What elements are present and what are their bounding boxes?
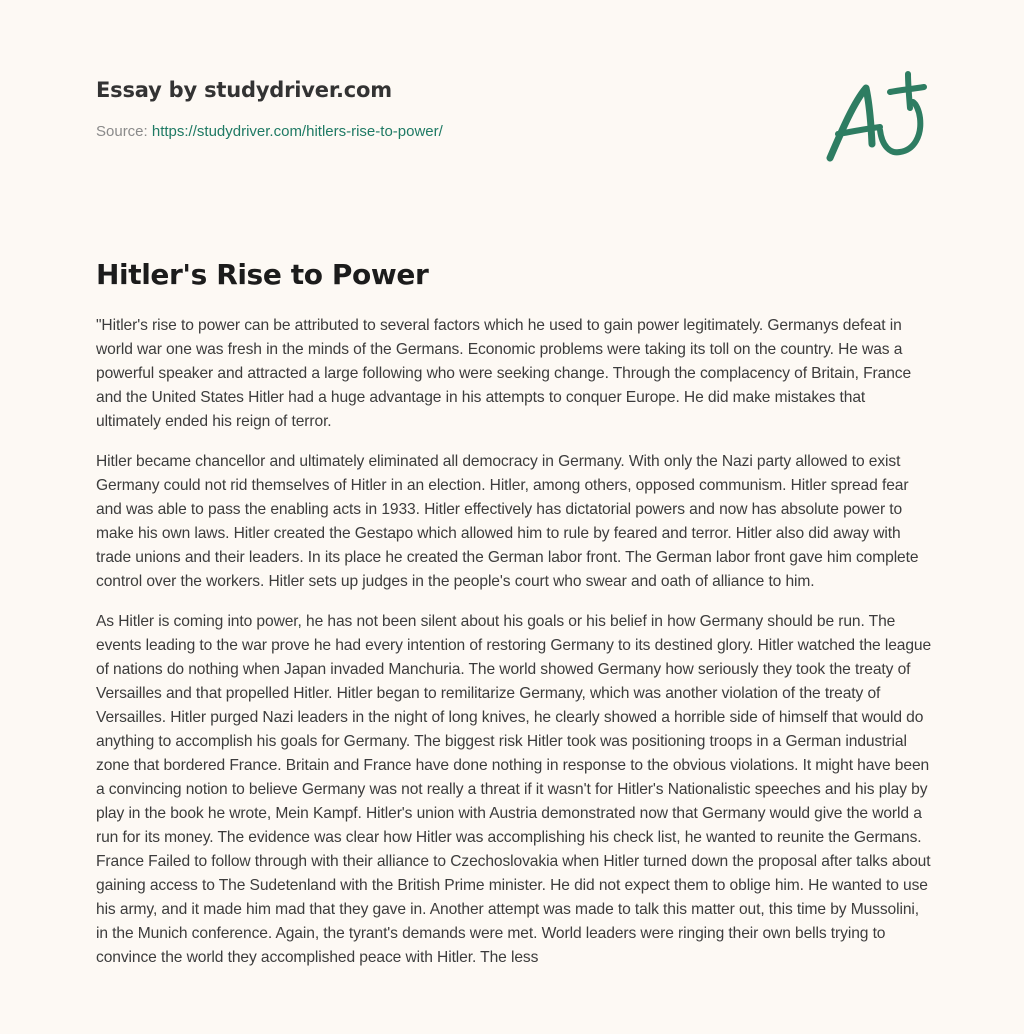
essay-title: Hitler's Rise to Power	[96, 258, 429, 291]
source-line	[96, 122, 936, 142]
essay-paragraph: "Hitler's rise to power can be attributed to several factors which he used to gain power legitimately. Germanys defeat in world war one was fresh in the minds of the Germans. Economic problems were taking its toll on the country. He was a powerful speaker and attracted a large following who were seeking change. Through the complacency of Britain, France and the United States Hitler had a huge advantage in his attempts to conquer Europe. He did make mistakes that ultimately ended his reign of terror.	[96, 317, 912, 430]
page-header	[96, 74, 936, 142]
essay-paragraph: As Hitler is coming into power, he has not been silent about his goals or his belief in how Germany should be run. The events leading to the war prove he had every intention of restoring Germany to its destined glory. Hitler watched the league of nations do nothing when Japan invaded Manchuria. The world showed Germany how seriously they took the treaty of Versailles and that propelled Hitler. Hitler began to remilitarize Germany, which was another violation of the treaty of Versailles. Hitler purged Nazi leaders in the night of long knives, he clearly showed a horrible side of himself that would do anything to accomplish his goals for Germany. The biggest risk Hitler took was positioning troops in a German industrial zone that bordered France. Britain and France have done nothing in response to the obvious violations. It might have been a convincing notion to believe Germany was not really a threat if it wasn't for Hitler's Nationalistic speeches and his play by play in the book he wrote, Mein Kampf. Hitler's union with Austria demonstrated now that Germany would give the world a run for its money. The evidence was clear how Hitler was accomplishing his check list, he wanted to reunite the Germans. France Failed to follow through with their alliance to Czechoslovakia when Hitler turned down the proposal after talks about gaining access to The Sudetenland with the British Prime minister. He did not expect them to oblige him. He wanted to use his army, and it made him mad that they gave in. Another attempt was made to talk this matter out, this time by Mussolini, in the Munich conference. Again, the tyrant's demands were met. World leaders were ringing their own bells trying to convince the world they accomplished peace with Hitler. The less	[96, 613, 932, 966]
source-link[interactable]: https://studydriver.com/hitlers-rise-to-power/	[151, 123, 443, 140]
site-title: Essay by studydriver.com	[96, 78, 392, 102]
a-plus-grade-icon	[820, 62, 940, 172]
essay-body	[96, 314, 932, 986]
source-label: Source:	[96, 123, 148, 140]
essay-paragraph: Hitler became chancellor and ultimately eliminated all democracy in Germany. With only the Nazi party allowed to exist Germany could not rid themselves of Hitler in an election. Hitler, among others, opposed communism. Hitler spread fear and was able to pass the enabling acts in 1933. Hitler effectively has dictatorial powers and now has absolute power to make his own laws. Hitler created the Gestapo which allowed him to rule by feared and terror. Hitler also did away with trade unions and their leaders. In its place he created the German labor front. The German labor front gave him complete control over the workers. Hitler sets up judges in the people's court who swear and oath of alliance to him.	[96, 453, 919, 590]
